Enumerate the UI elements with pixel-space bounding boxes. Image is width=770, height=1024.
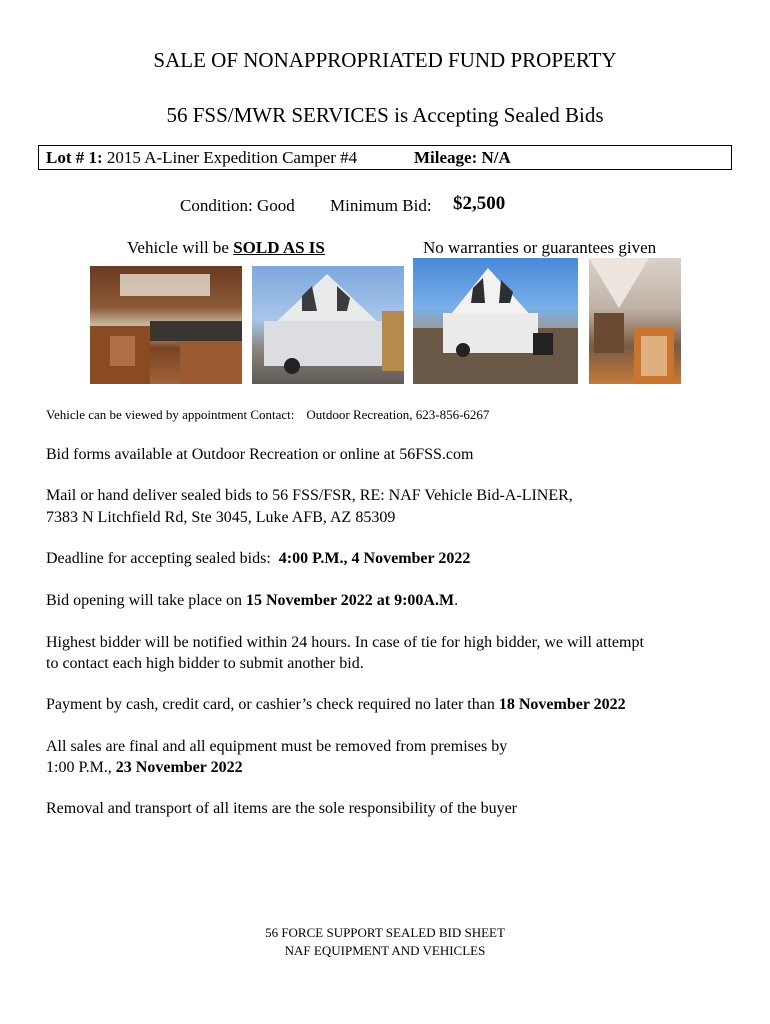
sold-as-is-line [127,238,325,258]
viewing-contact: Outdoor Recreation, 623-856-6267 [306,407,490,422]
condition-text: Condition: Good [180,196,295,215]
lot-label: Lot # 1: [46,148,103,167]
mileage: Mileage: N/A [414,148,511,167]
deadline-prefix: Deadline for accepting sealed bids: [46,550,279,567]
payment-value: 18 November 2022 [498,696,626,713]
page-subtitle: 56 FSS/MWR SERVICES is Accepting Sealed Bids [166,103,604,127]
camper-exterior-photo-2 [413,258,578,384]
final-value: 23 November 2022 [115,759,243,776]
viewing-note [46,407,489,423]
warranty-note: No warranties or guarantees given [423,238,657,257]
deadline-value: 4:00 P.M., 4 November 2022 [278,550,471,567]
opening-value: 15 November 2022 at 9:00A.M [245,592,455,609]
camper-interior-photo-2 [589,258,681,384]
removal-line: Removal and transport of all items are the sole responsibility of the buyer [46,800,517,817]
footer-line-2: NAF EQUIPMENT AND VEHICLES [284,943,486,958]
lot-description: 2015 A-Liner Expedition Camper #4 [106,148,358,167]
payment-prefix: Payment by cash, credit card, or cashier’s check required no later than [46,696,499,713]
deadline-line [46,550,470,568]
sold-as-is: SOLD AS IS [233,238,325,257]
sold-as-prefix: Vehicle will be [127,238,234,257]
bid-forms-text: Bid forms available at Outdoor Recreation or online at 56FSS.com [46,446,474,463]
final-line-2 [46,759,243,777]
mail-line-2: 7383 N Litchfield Rd, Ste 3045, Luke AFB, AZ 85309 [46,509,396,526]
footer-line-1: 56 FORCE SUPPORT SEALED BID SHEET [265,925,505,940]
mail-line-1: Mail or hand deliver sealed bids to 56 FSS/FSR, RE: NAF Vehicle Bid-A-LINER, [46,487,573,504]
lot-line [46,148,357,168]
opening-prefix: Bid opening will take place on [46,592,246,609]
opening-line [46,592,458,610]
page-title: SALE OF NONAPPROPRIATED FUND PROPERTY [153,48,617,72]
highest-line-1: Highest bidder will be notified within 24 hours. In case of tie for high bidder, we will attempt [46,634,644,651]
camper-interior-photo [90,266,242,384]
final-line-1: All sales are final and all equipment must be removed from premises by [46,738,508,755]
min-bid-label: Minimum Bid: [330,196,432,215]
highest-line-2: to contact each high bidder to submit another bid. [46,655,364,672]
camper-exterior-photo-1 [252,266,404,384]
min-bid-value: $2,500 [453,193,506,214]
payment-line [46,696,626,714]
opening-suffix: . [454,592,459,609]
viewing-text: Vehicle can be viewed by appointment Contact: [46,407,295,422]
final-prefix: 1:00 P.M., [46,759,116,776]
